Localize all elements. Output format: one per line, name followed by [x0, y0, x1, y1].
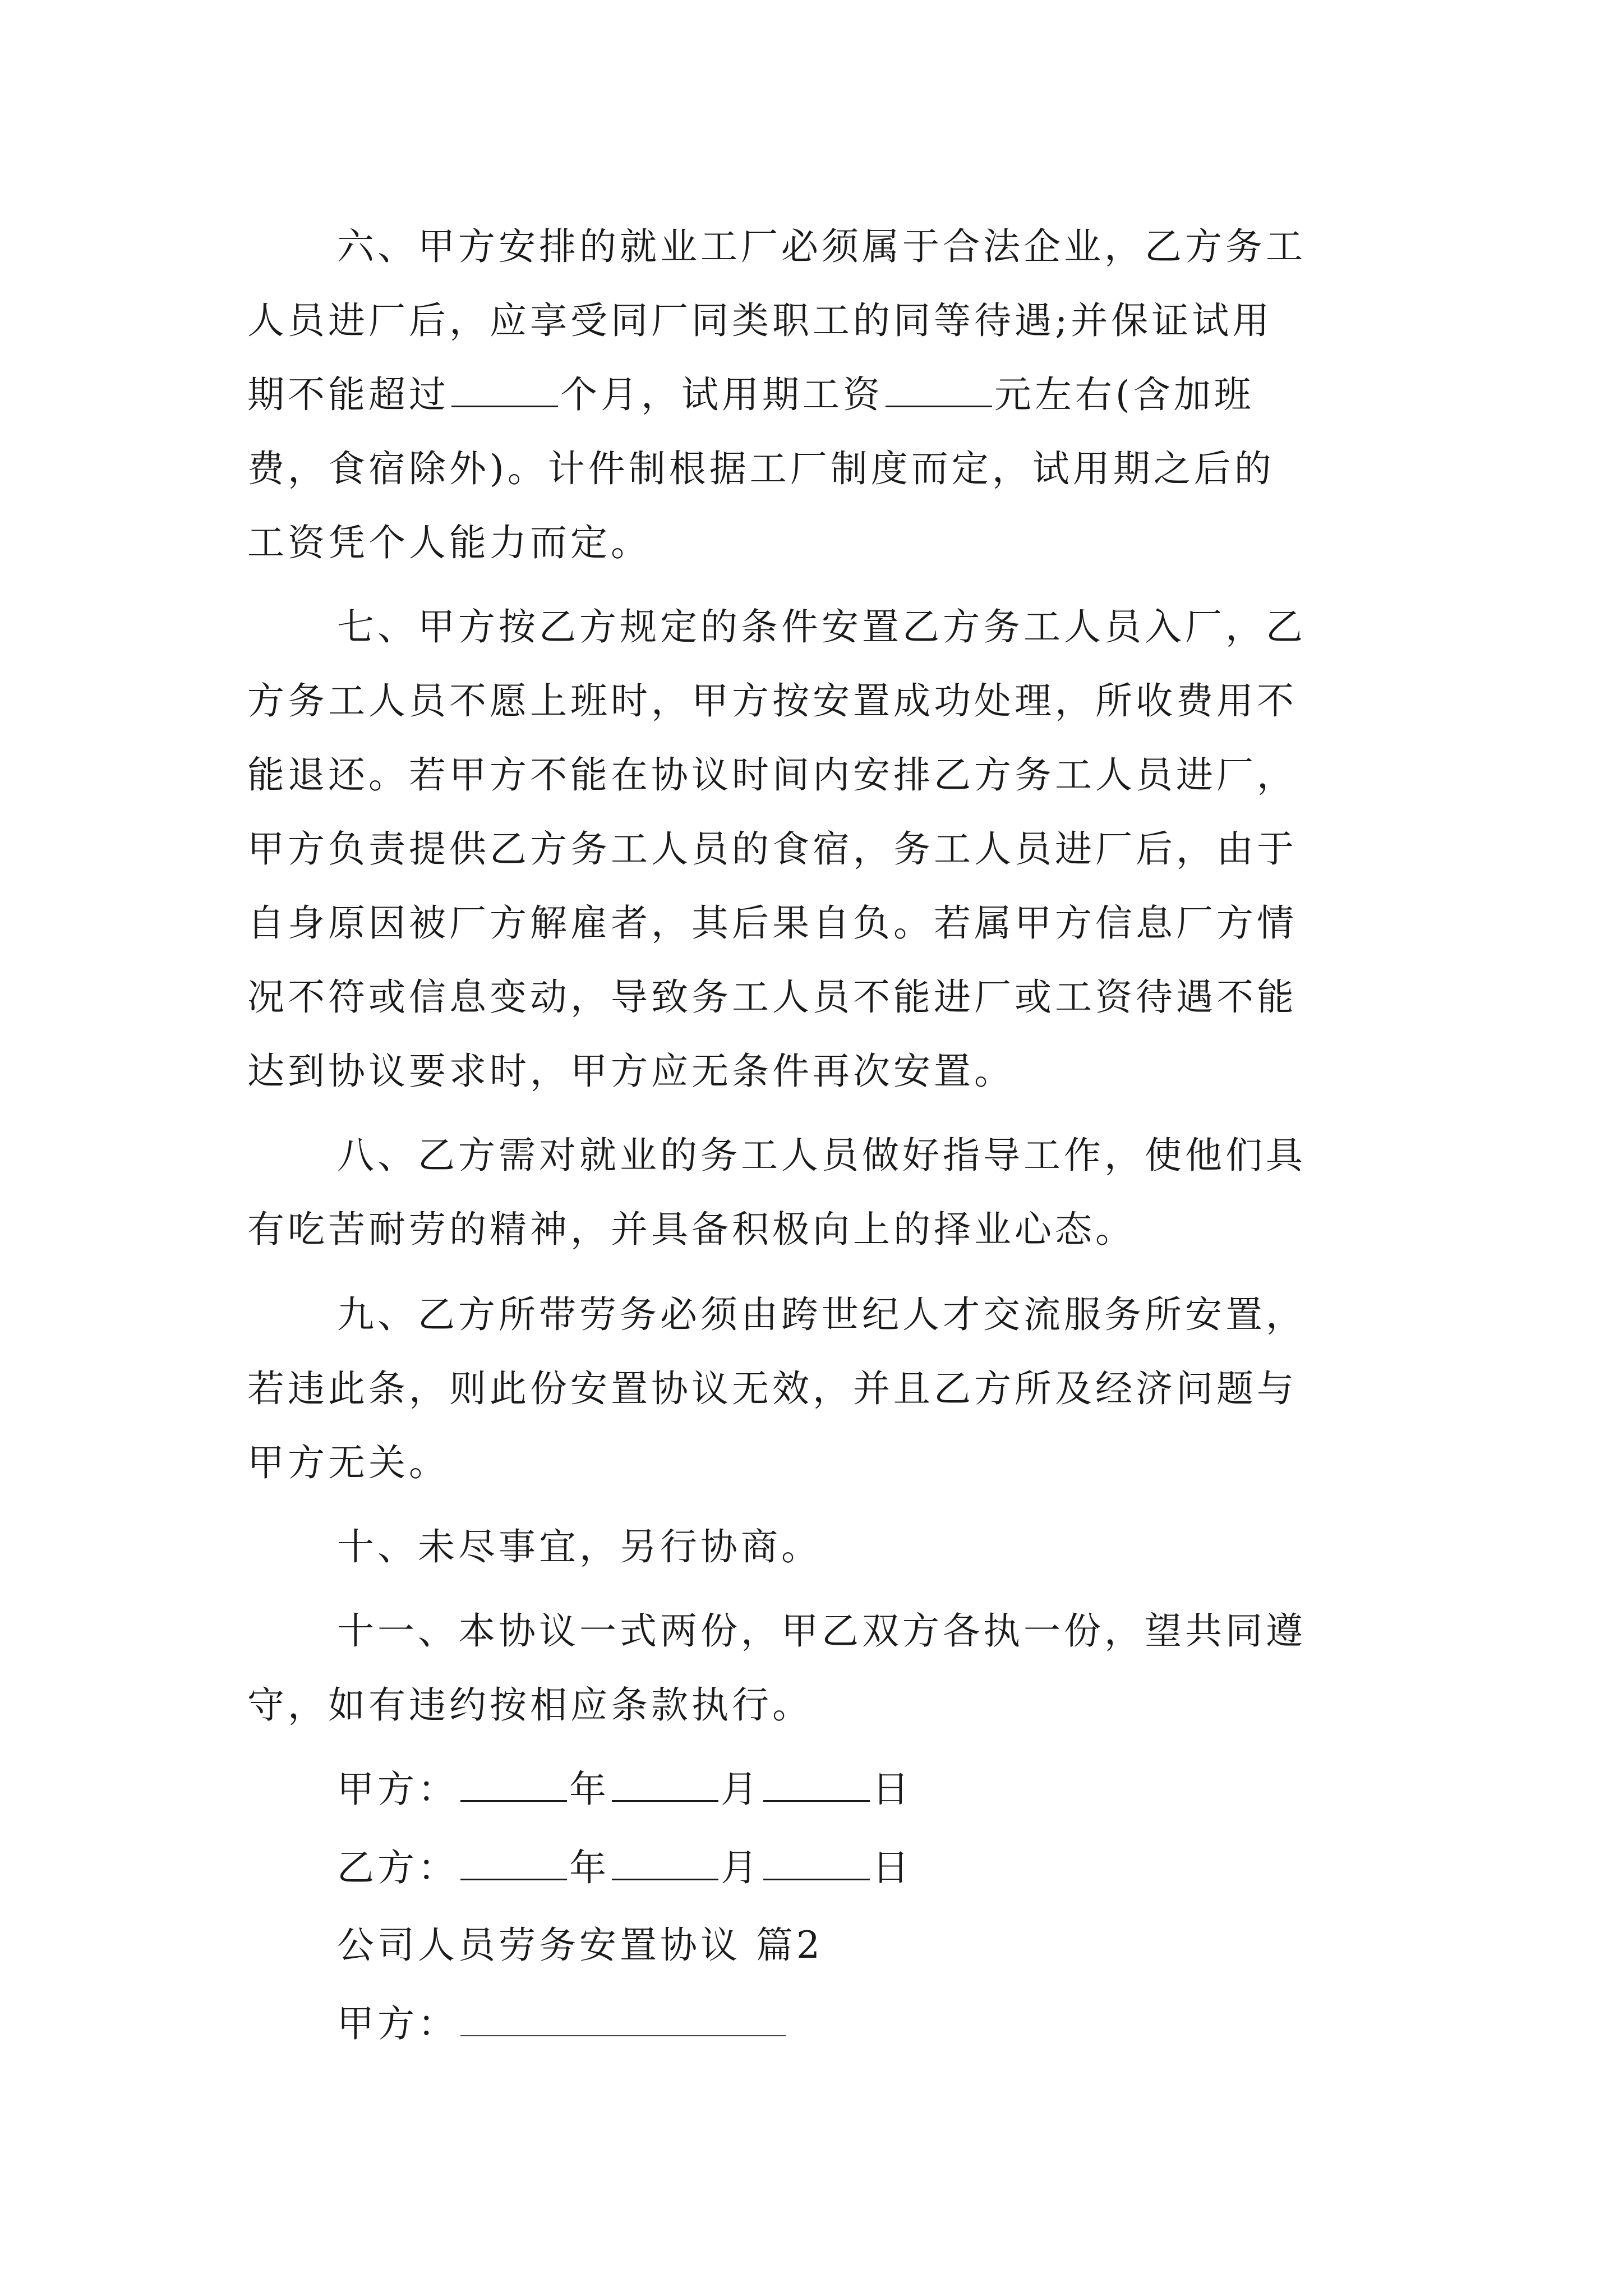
party-b-day-blank	[763, 1846, 870, 1880]
day-label: 日	[872, 1846, 912, 1889]
clause-6-line-3	[247, 361, 1391, 429]
month-label: 月	[721, 1768, 761, 1811]
clause-7-line-3: 能退还。若甲方不能在协议时间内安排乙方务工人员进厂，	[247, 753, 1297, 797]
clause-6-text-a: 期不能超过	[247, 373, 449, 416]
clause-10-line-1: 十、未尽事宜，另行协商。	[337, 1525, 822, 1568]
clause-6-text-c: 元左右(含加班	[994, 373, 1255, 416]
party-b-signature-line	[337, 1834, 1481, 1902]
clause-9-line-1: 九、乙方所带劳务必须由跨世纪人才交流服务所安置，	[337, 1293, 1306, 1336]
day-label: 日	[872, 1768, 912, 1811]
party-a-year-blank	[460, 1768, 567, 1802]
clause-6-line-4: 费，食宿除外)。计件制根据工厂制度而定，试用期之后的	[247, 447, 1275, 490]
clause-8-line-2: 有吃苦耐劳的精神，并具备积极向上的择业心态。	[247, 1208, 1136, 1251]
clause-7-line-5: 自身原因被厂方解雇者，其后果自负。若属甲方信息厂方情	[247, 901, 1297, 945]
clause-9-line-3: 甲方无关。	[247, 1441, 449, 1484]
party-b-label: 乙方：	[337, 1846, 458, 1889]
section-2-party-a-line	[337, 1990, 1481, 2058]
clause-6-text-b: 个月，试用期工资	[560, 373, 883, 416]
clause-6-line-5: 工资凭个人能力而定。	[247, 521, 651, 564]
party-b-year-blank	[460, 1846, 567, 1880]
year-label: 年	[569, 1846, 610, 1889]
clause-6-line-2: 人员进厂后，应享受同厂同类职工的同等待遇;并保证试用	[247, 299, 1273, 342]
clause-6-line-1: 六、甲方安排的就业工厂必须属于合法企业，乙方务工	[337, 225, 1306, 268]
clause-7-line-2: 方务工人员不愿上班时，甲方按安置成功处理，所收费用不	[247, 679, 1297, 723]
clause-7-line-4: 甲方负责提供乙方务工人员的食宿，务工人员进厂后，由于	[247, 827, 1297, 871]
clause-11-line-2: 守，如有违约按相应条款执行。	[247, 1683, 813, 1727]
clause-7-line-7: 达到协议要求时，甲方应无条件再次安置。	[247, 1050, 1015, 1093]
party-a-signature-line	[337, 1756, 1481, 1823]
party-a-month-blank	[612, 1768, 718, 1802]
clause-11-line-1: 十一、本协议一式两份，甲乙双方各执一份，望共同遵	[337, 1609, 1306, 1653]
clause-9-line-2: 若违此条，则此份安置协议无效，并且乙方所及经济问题与	[247, 1367, 1297, 1410]
clause-7-line-1: 七、甲方按乙方规定的条件安置乙方务工人员入厂，乙	[337, 605, 1306, 648]
section-2-title: 公司人员劳务安置协议 篇2	[337, 1924, 823, 1967]
probation-wage-blank	[886, 373, 992, 407]
section-2-party-a-blank	[460, 2003, 786, 2036]
month-label: 月	[721, 1846, 761, 1889]
year-label: 年	[569, 1768, 610, 1811]
section-2-party-a-label: 甲方：	[337, 2002, 458, 2045]
party-a-label: 甲方：	[337, 1768, 458, 1811]
party-a-day-blank	[763, 1768, 870, 1802]
clause-8-line-1: 八、乙方需对就业的务工人员做好指导工作，使他们具	[337, 1134, 1306, 1177]
probation-months-blank	[451, 373, 558, 407]
party-b-month-blank	[612, 1846, 718, 1880]
clause-7-line-6: 况不符或信息变动，导致务工人员不能进厂或工资待遇不能	[247, 976, 1297, 1019]
